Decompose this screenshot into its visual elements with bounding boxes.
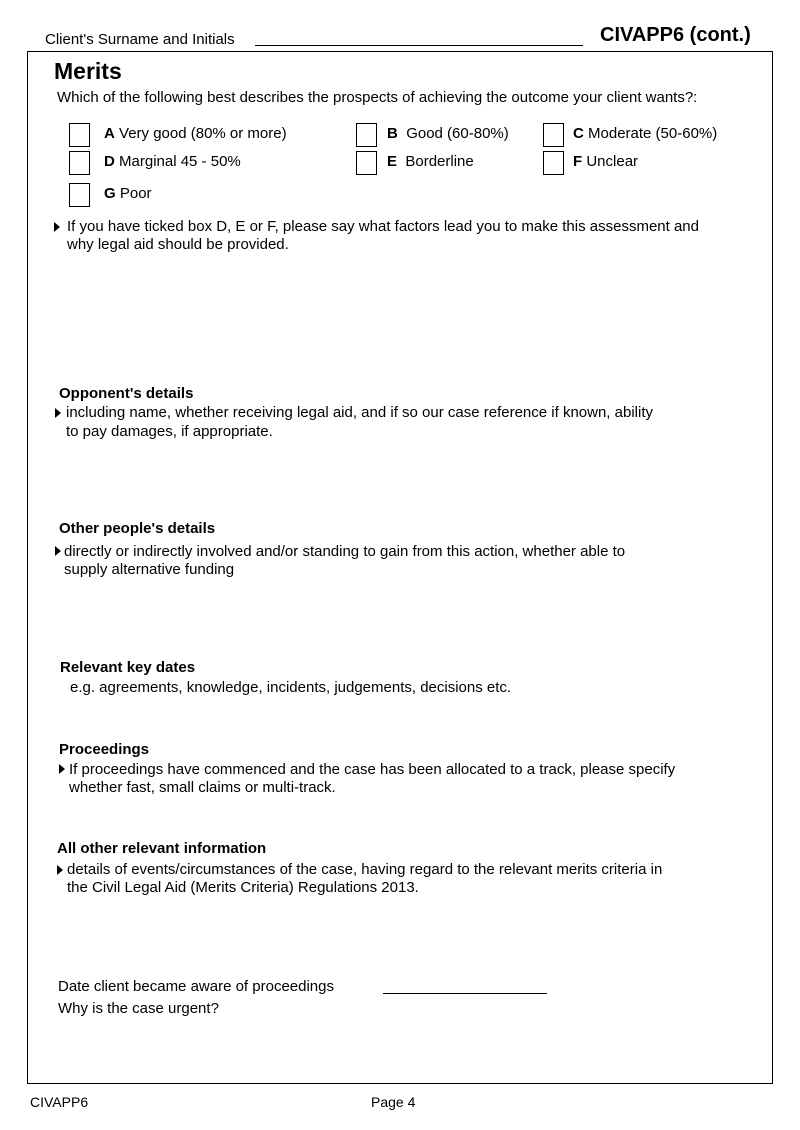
- merits-title: Merits: [54, 58, 122, 84]
- checkbox-d[interactable]: [69, 151, 90, 175]
- others-heading: Other people's details: [59, 520, 216, 537]
- other-info-heading: All other relevant information: [57, 840, 267, 857]
- other-info-line1: details of events/circumstances of the case, having regard to the relevant merits criteria in: [67, 861, 663, 878]
- others-answer-area[interactable]: [60, 584, 760, 654]
- checkbox-c[interactable]: [543, 123, 564, 147]
- checkbox-e[interactable]: [356, 151, 377, 175]
- merits-answer-area[interactable]: [60, 262, 760, 377]
- footer-form-id: CIVAPP6: [30, 1094, 89, 1110]
- checkbox-g[interactable]: [69, 183, 90, 207]
- proceedings-line2: whether fast, small claims or multi-track.: [69, 779, 336, 796]
- key-dates-line1: e.g. agreements, knowledge, incidents, judgements, decisions etc.: [70, 679, 512, 696]
- opponent-line1: including name, whether receiving legal aid, and if so our case reference if known, ability: [66, 404, 653, 421]
- key-dates-answer-area[interactable]: [60, 702, 760, 734]
- option-d-label: D Marginal 45 - 50%: [104, 153, 241, 170]
- checkbox-a[interactable]: [69, 123, 90, 147]
- merits-note-line1: If you have ticked box D, E or F, please say what factors lead you to make this assessment and: [67, 218, 699, 235]
- urgent-answer-area[interactable]: [60, 1022, 760, 1074]
- form-code: CIVAPP6 (cont.): [600, 24, 751, 46]
- opponent-heading: Opponent's details: [59, 385, 194, 402]
- others-line1: directly or indirectly involved and/or standing to gain from this action, whether able to: [64, 543, 626, 560]
- bullet-arrow-icon: [59, 764, 65, 774]
- date-aware-field[interactable]: [383, 993, 547, 994]
- key-dates-heading: Relevant key dates: [60, 659, 196, 676]
- option-e-label: E Borderline: [387, 153, 474, 170]
- proceedings-answer-area[interactable]: [60, 802, 760, 832]
- proceedings-heading: Proceedings: [59, 741, 150, 758]
- bullet-arrow-icon: [55, 546, 61, 556]
- page-number: Page 4: [371, 1094, 416, 1110]
- client-surname-label: Client's Surname and Initials: [45, 31, 235, 48]
- urgent-label: Why is the case urgent?: [58, 1000, 219, 1017]
- option-c-label: C Moderate (50-60%): [573, 125, 718, 142]
- checkbox-b[interactable]: [356, 123, 377, 147]
- opponent-line2: to pay damages, if appropriate.: [66, 423, 273, 440]
- bullet-arrow-icon: [54, 222, 60, 232]
- option-f-label: F Unclear: [573, 153, 639, 170]
- option-g-label: G Poor: [104, 185, 152, 202]
- others-line2: supply alternative funding: [64, 561, 235, 578]
- proceedings-line1: If proceedings have commenced and the case has been allocated to a track, please specify: [69, 761, 676, 778]
- date-aware-label: Date client became aware of proceedings: [58, 978, 334, 995]
- bullet-arrow-icon: [55, 408, 61, 418]
- merits-note-line2: why legal aid should be provided.: [67, 236, 289, 253]
- option-a-label: A Very good (80% or more): [104, 125, 287, 142]
- opponent-answer-area[interactable]: [60, 446, 760, 508]
- other-info-answer-area[interactable]: [60, 902, 760, 968]
- bullet-arrow-icon: [57, 865, 63, 875]
- client-surname-field[interactable]: [255, 45, 583, 46]
- option-b-label: B Good (60-80%): [387, 125, 509, 142]
- other-info-line2: the Civil Legal Aid (Merits Criteria) Regulations 2013.: [67, 879, 419, 896]
- merits-question: Which of the following best describes the prospects of achieving the outcome your client wants?:: [57, 89, 698, 106]
- checkbox-f[interactable]: [543, 151, 564, 175]
